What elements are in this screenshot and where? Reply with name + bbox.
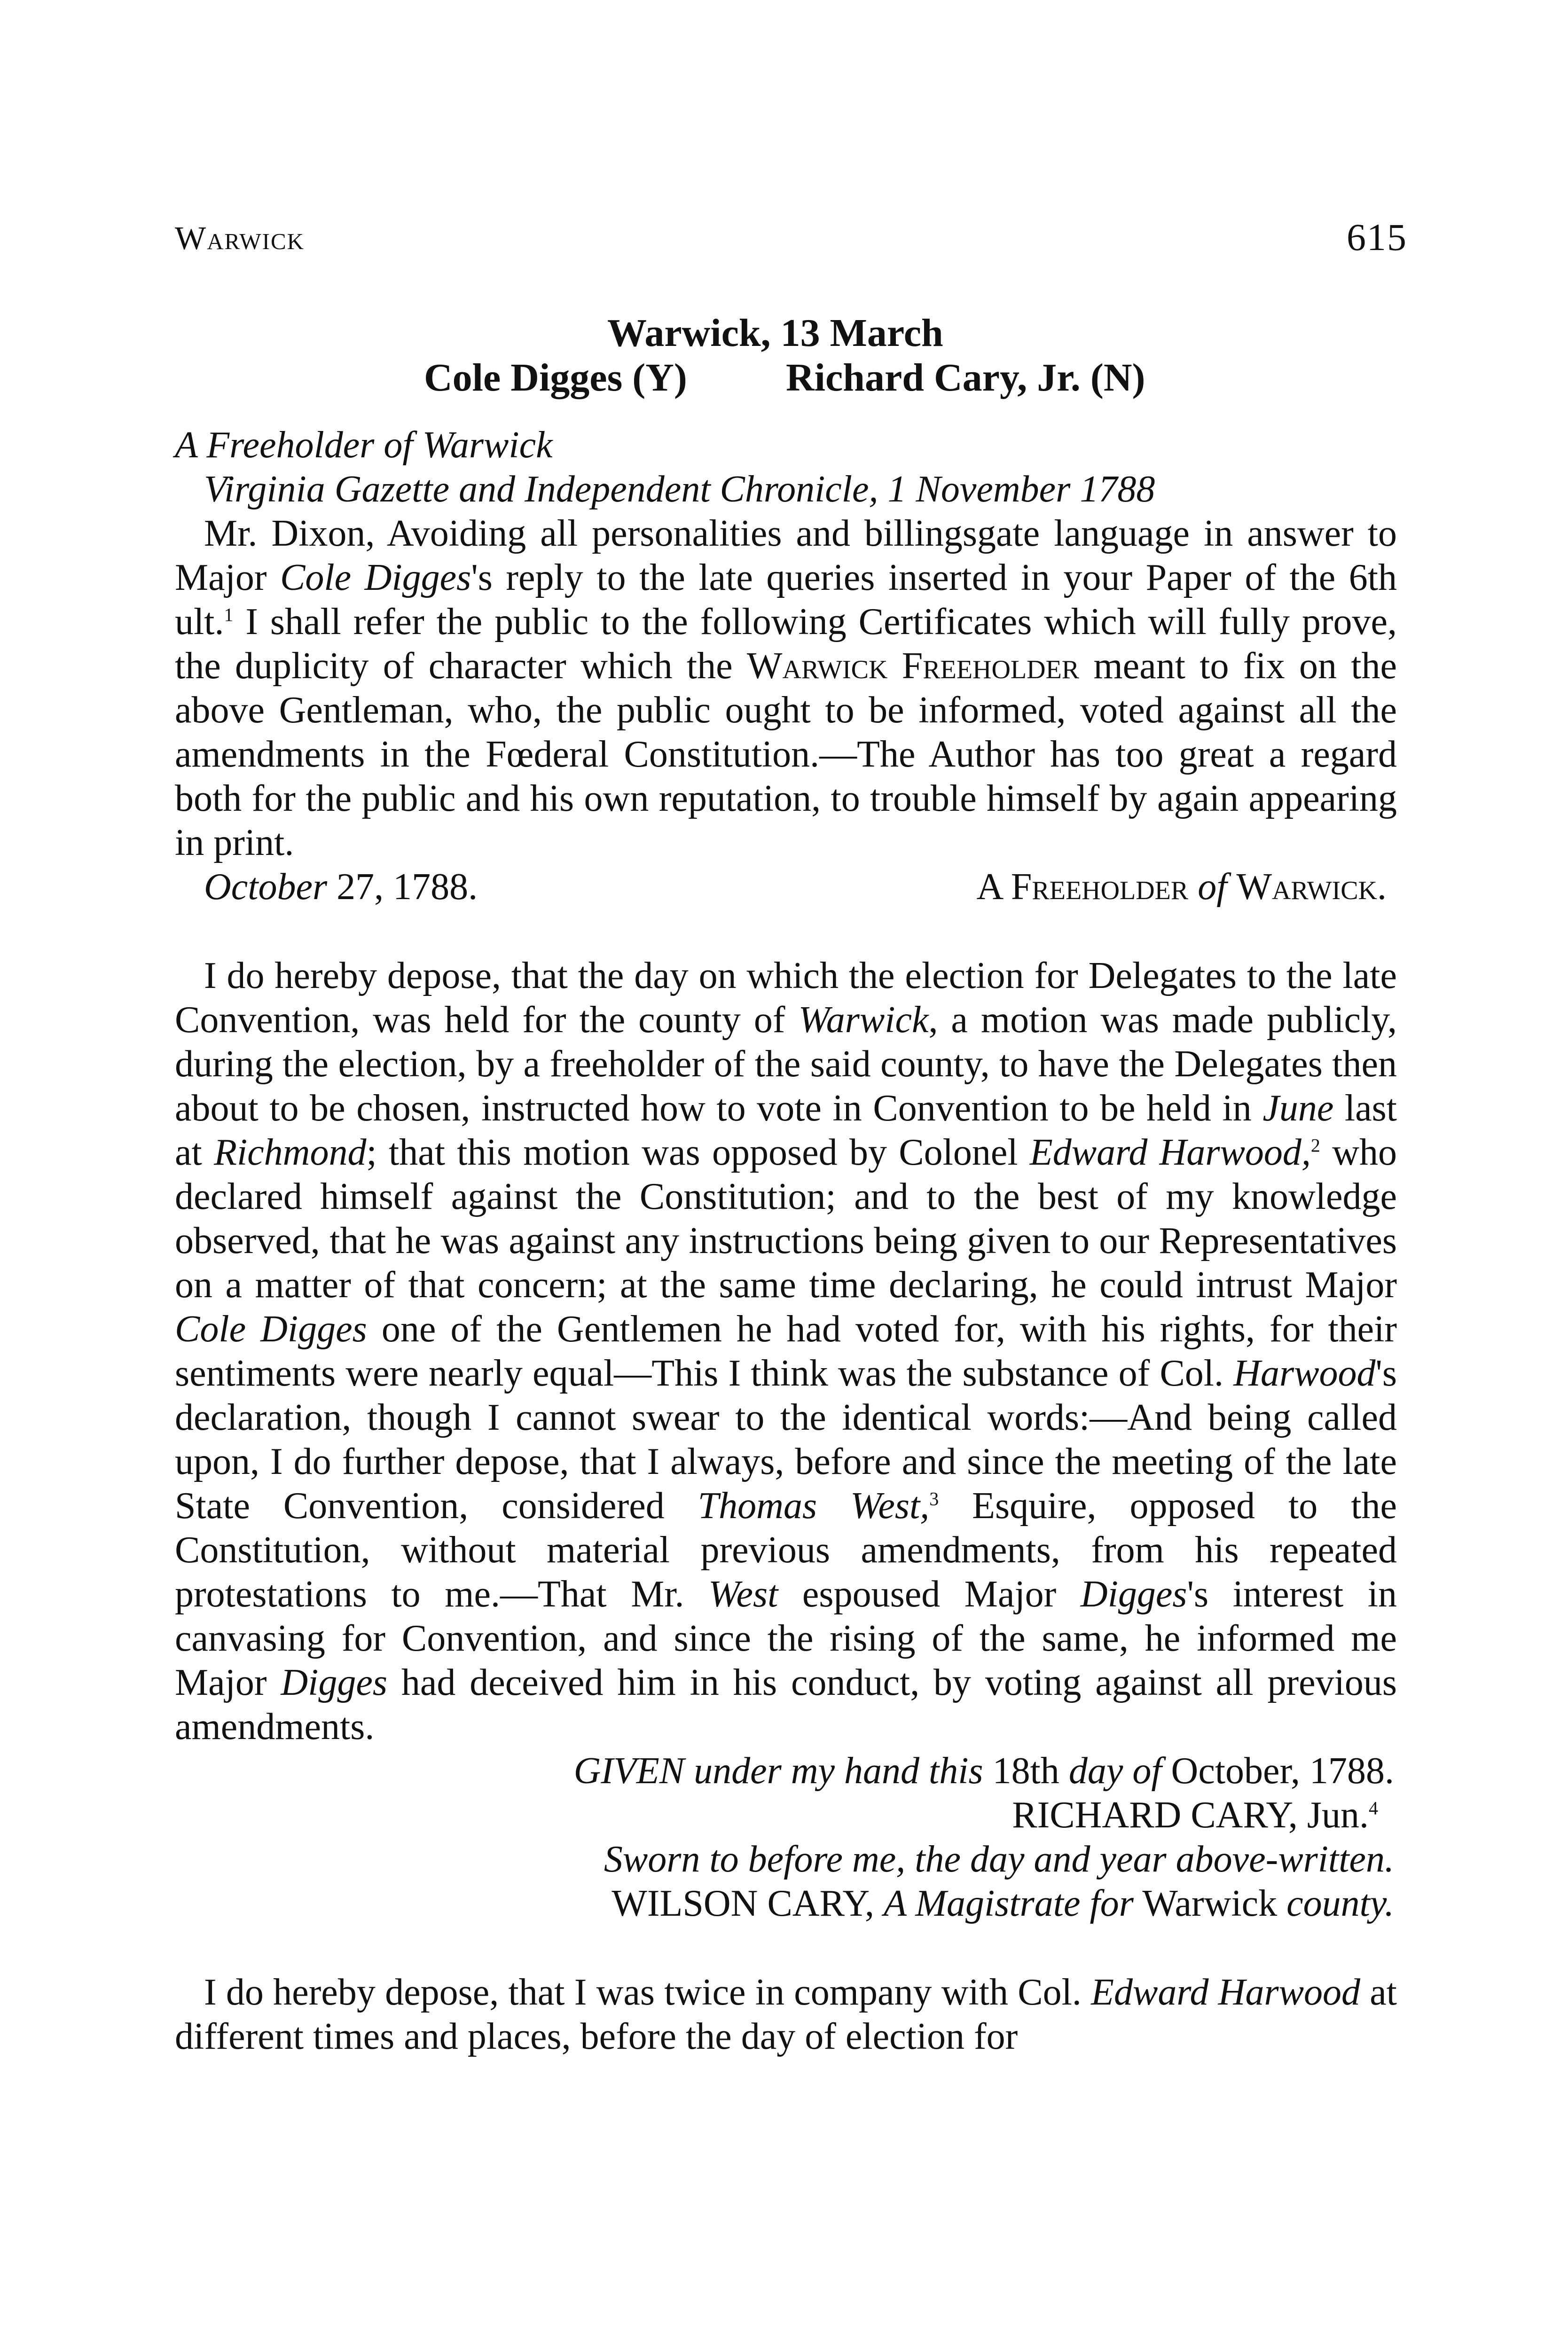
letter-text: Mr. Dixon, Avoiding all personalities and billingsgate language in answer to Major xyxy=(175,513,1397,598)
given-text: day of xyxy=(1059,1750,1171,1792)
deposition-text: I do hereby depose, that I was twice in company with Col. xyxy=(204,1972,1091,2013)
given-line xyxy=(175,1749,1397,1793)
deposition-text: one of the Gentlemen he had voted for, with his rights, for their sentiments were nearly equal—This I think was the substance of Col. xyxy=(175,1308,1397,1394)
deposition-text: who declared himself against the Constitution; and to the best of my knowledge observed, that he was against any instructions being given to our Representatives on a matter of that concern; at the same time declaring, he could intrust Major xyxy=(175,1132,1397,1306)
signature-line xyxy=(175,1793,1397,1837)
letter-date-rest: 27, 1788. xyxy=(327,866,478,908)
footnote-ref: 2 xyxy=(1310,1135,1320,1156)
signer-text: A xyxy=(976,866,1011,908)
document-body xyxy=(175,423,1397,2059)
given-text: 18th xyxy=(992,1750,1059,1792)
deposition-italic: Digges xyxy=(1080,1574,1187,1615)
deposition-italic: June xyxy=(1262,1088,1334,1129)
deposition-text: Esquire, opposed to the Constitution, without material previous amendments, from his repeated protestations to me.—That Mr. xyxy=(175,1485,1397,1615)
source-author: A Freeholder of Warwick xyxy=(175,424,553,466)
deposition-italic: Digges xyxy=(281,1662,388,1703)
deposition-text: ; that this motion was opposed by Colonel xyxy=(366,1132,1030,1173)
letter-text: I shall refer the public to the following Certificates which will fully prove, the duplicity of character which the xyxy=(175,601,1397,687)
letter-signoff xyxy=(175,865,1397,909)
deposition-text: , a motion was made publicly, during the election, by a freeholder of the said county, to have the Delegates then about to be chosen, instructed how to vote in Convention to be held in xyxy=(175,999,1397,1129)
deposition-text: at different times and places, before the day of election for xyxy=(175,1972,1397,2057)
letter-name: Cole Digges xyxy=(280,557,471,598)
running-head xyxy=(175,141,1407,258)
footnote-ref: 3 xyxy=(929,1488,939,1510)
letter-paragraph xyxy=(175,511,1397,865)
spacer xyxy=(175,1926,1397,1970)
deposition-italic: Edward Harwood, xyxy=(1029,1132,1311,1173)
deposition-italic: Richmond xyxy=(214,1132,367,1173)
letter-text: 's reply to the late queries inserted in your Paper of the 6th ult. xyxy=(175,557,1397,642)
magistrate-line xyxy=(175,1881,1397,1926)
magistrate-text: Warwick xyxy=(1133,1883,1287,1924)
magistrate-text: county. xyxy=(1286,1883,1394,1924)
heading-candidate-no: Richard Cary, Jr. (N) xyxy=(786,356,1145,400)
running-head-section: Warwick xyxy=(175,220,305,257)
given-text: GIVEN under my hand this xyxy=(573,1750,993,1792)
heading-candidate-yes: Cole Digges (Y) xyxy=(424,356,687,400)
footnote-ref: 4 xyxy=(1369,1797,1378,1819)
letter-date xyxy=(204,865,478,909)
footnote-ref: 1 xyxy=(224,604,234,626)
deposition-italic: Thomas West, xyxy=(698,1485,930,1527)
letter-smallcaps: Warwick Freeholder xyxy=(746,645,1080,687)
magistrate-text: A Magistrate for xyxy=(883,1883,1134,1924)
spacer xyxy=(175,909,1397,954)
letter-signer xyxy=(977,865,1387,909)
page-number: 615 xyxy=(1347,216,1407,258)
signer-text: Freeholder xyxy=(1011,866,1189,908)
deposition-italic: Harwood xyxy=(1233,1353,1376,1394)
page xyxy=(175,141,1407,2057)
letter-text: meant to fix on the above Gentleman, who, the public ought to be informed, voted against all the amendments in the Fœderal Constitution.—The Author has too great a regard both for the public and his own reputation, to trouble himself by again appearing in print. xyxy=(175,645,1397,863)
deposition-text: espoused Major xyxy=(778,1574,1081,1615)
magistrate-text: WILSON CARY, xyxy=(612,1883,884,1924)
deposition-paragraph xyxy=(175,954,1397,1749)
deposition-italic: West xyxy=(708,1574,778,1615)
deposition-italic: Warwick xyxy=(798,999,929,1041)
deposition-paragraph-2 xyxy=(175,1970,1397,2059)
deposition-italic: Edward Harwood xyxy=(1091,1972,1361,2013)
deposition-text: last at xyxy=(175,1088,1397,1173)
signer-text: of xyxy=(1188,866,1237,908)
sworn-line: Sworn to before me, the day and year above-written. xyxy=(604,1839,1394,1880)
deposition-text: 's interest in canvasing for Convention, and since the rising of the same, he informed me Major xyxy=(175,1574,1397,1703)
deposition-text: had deceived him in his conduct, by voting against all previous amendments. xyxy=(175,1662,1397,1747)
given-text: October, 1788. xyxy=(1171,1750,1394,1792)
signer-text: Warwick. xyxy=(1236,866,1387,908)
source-publication: Virginia Gazette and Independent Chronicle, 1 November 1788 xyxy=(204,469,1155,510)
letter-date-month: October xyxy=(204,866,328,908)
deposition-italic: Cole Digges xyxy=(175,1308,367,1350)
heading-place-date: Warwick, 13 March xyxy=(607,311,943,355)
deposition-text: 's declaration, though I cannot swear to the identical words:—And being called upon, I do further depose, that I always, before and since the meeting of the late State Convention, considered xyxy=(175,1353,1397,1527)
deposition-text: I do hereby depose, that the day on which the election for Delegates to the late Convention, was held for the county of xyxy=(175,955,1397,1041)
signature-name: RICHARD CARY, Jun. xyxy=(1012,1794,1369,1836)
